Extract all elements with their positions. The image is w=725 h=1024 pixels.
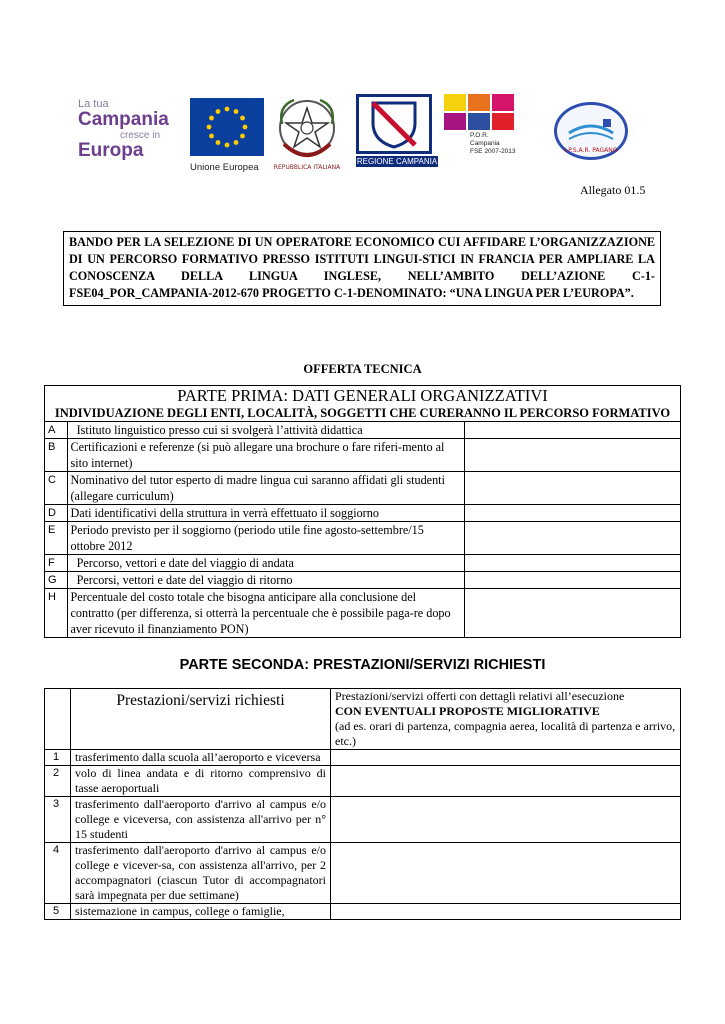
answer-cell[interactable] — [464, 439, 680, 472]
ipsar-pagano-logo — [554, 102, 628, 160]
part2-table — [44, 688, 681, 920]
header-services: Prestazioni/servizi richiesti — [116, 692, 285, 709]
answer-cell[interactable] — [464, 472, 680, 505]
row-service: trasferimento dall'aeroporto d'arrivo al campus e/o college e vicever-sa, con assistenza all'arrivo, per 2 accompagnatori (ciascun Tutor di accompagnatori sarà impegnata per due settimane) — [71, 843, 331, 904]
answer-cell[interactable] — [464, 572, 680, 589]
part1-section — [44, 385, 681, 638]
row-label: Periodo previsto per il soggiorno (periodo utile fine agosto-settembre/15 ottobre 2012 — [67, 522, 464, 555]
table-row — [45, 904, 681, 920]
eu-logo — [190, 98, 266, 173]
allegato-label: Allegato 01.5 — [580, 183, 646, 197]
eu-flag-icon — [190, 98, 264, 156]
answer-cell[interactable] — [464, 505, 680, 522]
row-label: Percentuale del costo totale che bisogna anticipare alla conclusione del contratto (per differenza, si otterrà la percentuale che è possibile paga-re dopo aver ricevuto il finanziamento PON) — [67, 589, 464, 638]
answer-cell[interactable] — [464, 422, 680, 439]
part1-header — [45, 386, 680, 422]
campania-europa-logo — [78, 98, 178, 161]
answer-cell[interactable] — [331, 766, 681, 797]
answer-cell[interactable] — [464, 522, 680, 555]
table-row — [45, 843, 681, 904]
header-services-cell — [71, 689, 331, 750]
por-square — [492, 113, 514, 130]
ipsar-text: I.P.S.A.R. PAGANO — [564, 147, 618, 154]
table-row — [45, 505, 680, 522]
offerta-tecnica-heading: OFFERTA TECNICA — [303, 362, 422, 376]
part1-table — [45, 422, 680, 637]
campania-logo-line4: Europa — [78, 140, 144, 161]
row-service: trasferimento dall'aeroporto d'arrivo al campus e/o college e viceversa, con assistenza all'arrivo per n° 15 studenti — [71, 797, 331, 843]
header-offer-line1: Prestazioni/servizi offerti con dettagli relativi all’esecuzione — [335, 689, 625, 703]
row-id: F — [45, 555, 67, 572]
part2-title: PARTE SECONDA: PRESTAZIONI/SERVIZI RICHIESTI — [179, 657, 546, 673]
row-num: 4 — [45, 843, 71, 904]
answer-cell[interactable] — [331, 750, 681, 766]
row-num: 5 — [45, 904, 71, 920]
table-row — [45, 750, 681, 766]
campania-logo-line1: La tua — [78, 98, 109, 110]
table-row — [45, 572, 680, 589]
header-offer-line2: CON EVENTUALI PROPOSTE MIGLIORATIVE — [335, 704, 600, 718]
table-row — [45, 472, 680, 505]
answer-cell[interactable] — [331, 904, 681, 920]
por-color-grid — [444, 94, 518, 130]
row-id: C — [45, 472, 67, 505]
row-num: 1 — [45, 750, 71, 766]
row-id: G — [45, 572, 67, 589]
answer-cell[interactable] — [464, 555, 680, 572]
por-square — [492, 94, 514, 111]
row-id: B — [45, 439, 67, 472]
header-offer-line3: (ad es. orari di partenza, compagnia aerea, località di partenza e arrivo, etc.) — [335, 719, 676, 748]
por-text-line: P.O.R. — [470, 132, 489, 139]
por-text — [470, 132, 518, 156]
part1-title: PARTE PRIMA: DATI GENERALI ORGANIZZATIVI — [177, 386, 548, 405]
header-offer-cell — [331, 689, 681, 750]
regione-caption: REGIONE CAMPANIA — [356, 157, 438, 166]
bando-title-box: BANDO PER LA SELEZIONE DI UN OPERATORE ECONOMICO CUI AFFIDARE L’ORGANIZZAZIONE DI UN PERCORSO FORMATIVO PRESSO ISTITUTI LINGUI-STICI IN FRANCIA PER AMPLIARE LA CONOSCENZA DELLA LINGUA INGLESE, NELL’AMBITO DELL’AZIONE C-1-FSE04_POR_CAMPANIA-2012-670 PROGETTO C-1-DENOMINATO: “UNA LINGUA PER L’EUROPA”. — [63, 231, 661, 306]
row-id: H — [45, 589, 67, 638]
part1-subtitle: INDIVIDUAZIONE DEGLI ENTI, LOCALITÀ, SOGGETTI CHE CURERANNO IL PERCORSO FORMATIVO — [54, 406, 671, 420]
table-header-row — [45, 689, 681, 750]
table-row — [45, 522, 680, 555]
por-square — [468, 94, 490, 111]
table-row — [45, 797, 681, 843]
row-num: 3 — [45, 797, 71, 843]
row-service: volo di linea andata e di ritorno comprensivo di tasse aeroportuali — [71, 766, 331, 797]
row-label: Nominativo del tutor esperto di madre lingua cui saranno affidati gli studenti (allegare curriculum) — [67, 472, 464, 505]
repubblica-text: REPUBBLICA ITALIANA — [274, 164, 340, 171]
row-id: A — [45, 422, 67, 439]
row-service: sistemazione in campus, college o famiglie, — [71, 904, 331, 920]
answer-cell[interactable] — [331, 797, 681, 843]
row-label: Percorso, vettori e date del viaggio di andata — [67, 555, 464, 572]
answer-cell[interactable] — [464, 589, 680, 638]
regione-campania-logo — [356, 94, 438, 167]
table-row — [45, 439, 680, 472]
row-service: trasferimento dalla scuola all’aeroporto e viceversa — [71, 750, 331, 766]
por-square — [468, 113, 490, 130]
row-label: Percorsi, vettori e date del viaggio di ritorno — [67, 572, 464, 589]
por-square — [444, 94, 466, 111]
header-num-cell — [45, 689, 71, 750]
row-num: 2 — [45, 766, 71, 797]
repubblica-italiana-emblem — [274, 94, 340, 172]
logo-bar — [78, 92, 638, 182]
por-square — [444, 113, 466, 130]
table-row — [45, 589, 680, 638]
table-row — [45, 555, 680, 572]
por-text-line: Campania — [470, 140, 500, 147]
campania-logo-line3: cresce in — [120, 130, 161, 141]
row-id: D — [45, 505, 67, 522]
table-row — [45, 422, 680, 439]
campania-logo-line2: Campania — [78, 109, 169, 130]
row-label: Certificazioni e referenze (si può allegare una brochure o fare riferi-mento al sito internet) — [67, 439, 464, 472]
row-label: Dati identificativi della struttura in verrà effettuato il soggiorno — [67, 505, 464, 522]
eu-caption: Unione Europea — [190, 162, 259, 173]
row-id: E — [45, 522, 67, 555]
por-text-line: FSE 2007-2013 — [470, 148, 516, 155]
answer-cell[interactable] — [331, 843, 681, 904]
table-row — [45, 766, 681, 797]
regione-shape-icon — [356, 94, 432, 154]
por-campania-logo — [444, 94, 518, 156]
row-label: Istituto linguistico presso cui si svolgerà l’attività didattica — [67, 422, 464, 439]
